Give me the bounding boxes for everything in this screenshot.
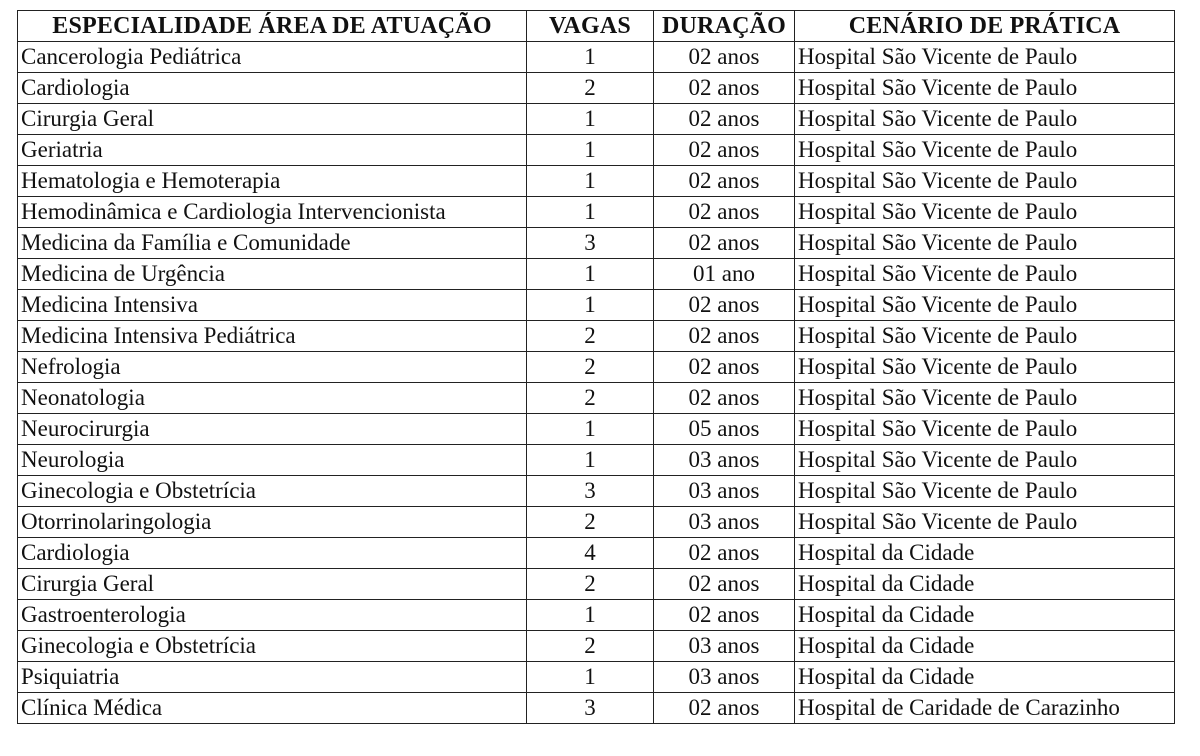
cell-especialidade: Medicina Intensiva [18,290,527,321]
table-row [18,693,1175,724]
table-row [18,662,1175,693]
cell-cenario: Hospital São Vicente de Paulo [795,228,1175,259]
cell-cenario: Hospital São Vicente de Paulo [795,197,1175,228]
cell-cenario: Hospital São Vicente de Paulo [795,414,1175,445]
cell-duracao: 02 anos [654,383,795,414]
cell-cenario: Hospital São Vicente de Paulo [795,104,1175,135]
cell-vagas: 1 [527,135,654,166]
cell-especialidade: Geriatria [18,135,527,166]
cell-cenario: Hospital da Cidade [795,631,1175,662]
cell-vagas: 1 [527,445,654,476]
cell-duracao: 02 anos [654,197,795,228]
table-row [18,290,1175,321]
header-duracao: DURAÇÃO [654,11,795,42]
cell-especialidade: Ginecologia e Obstetrícia [18,476,527,507]
cell-especialidade: Cirurgia Geral [18,104,527,135]
cell-duracao: 02 anos [654,321,795,352]
cell-duracao: 03 anos [654,445,795,476]
cell-cenario: Hospital São Vicente de Paulo [795,383,1175,414]
cell-especialidade: Hematologia e Hemoterapia [18,166,527,197]
cell-especialidade: Neurologia [18,445,527,476]
cell-especialidade: Hemodinâmica e Cardiologia Intervencionista [18,197,527,228]
cell-vagas: 2 [527,383,654,414]
cell-vagas: 2 [527,569,654,600]
cell-vagas: 1 [527,166,654,197]
cell-especialidade: Medicina da Família e Comunidade [18,228,527,259]
cell-cenario: Hospital São Vicente de Paulo [795,135,1175,166]
cell-cenario: Hospital de Caridade de Carazinho [795,693,1175,724]
cell-especialidade: Neurocirurgia [18,414,527,445]
cell-vagas: 1 [527,197,654,228]
table-row [18,383,1175,414]
cell-vagas: 3 [527,693,654,724]
table-row [18,476,1175,507]
cell-vagas: 3 [527,476,654,507]
cell-especialidade: Neonatologia [18,383,527,414]
cell-duracao: 02 anos [654,569,795,600]
table-row [18,631,1175,662]
header-vagas: VAGAS [527,11,654,42]
cell-vagas: 1 [527,414,654,445]
table-row [18,259,1175,290]
cell-especialidade: Otorrinolaringologia [18,507,527,538]
cell-especialidade: Psiquiatria [18,662,527,693]
table-row [18,600,1175,631]
table-row [18,538,1175,569]
table-row [18,445,1175,476]
cell-cenario: Hospital São Vicente de Paulo [795,73,1175,104]
table-row [18,73,1175,104]
cell-duracao: 03 anos [654,476,795,507]
cell-vagas: 2 [527,321,654,352]
cell-cenario: Hospital São Vicente de Paulo [795,42,1175,73]
cell-especialidade: Cancerologia Pediátrica [18,42,527,73]
cell-cenario: Hospital São Vicente de Paulo [795,445,1175,476]
cell-duracao: 03 anos [654,507,795,538]
cell-cenario: Hospital São Vicente de Paulo [795,476,1175,507]
cell-especialidade: Clínica Médica [18,693,527,724]
cell-vagas: 1 [527,42,654,73]
table-row [18,135,1175,166]
cell-vagas: 2 [527,352,654,383]
cell-duracao: 02 anos [654,42,795,73]
table-row [18,42,1175,73]
cell-duracao: 02 anos [654,228,795,259]
cell-vagas: 4 [527,538,654,569]
table-row [18,569,1175,600]
table-body [18,42,1175,724]
cell-duracao: 03 anos [654,662,795,693]
cell-duracao: 05 anos [654,414,795,445]
cell-vagas: 2 [527,631,654,662]
table-row [18,228,1175,259]
table-row [18,352,1175,383]
header-cenario: CENÁRIO DE PRÁTICA [795,11,1175,42]
cell-especialidade: Medicina Intensiva Pediátrica [18,321,527,352]
cell-cenario: Hospital da Cidade [795,538,1175,569]
cell-vagas: 2 [527,507,654,538]
cell-cenario: Hospital da Cidade [795,600,1175,631]
residency-vacancies-table [17,10,1175,724]
cell-duracao: 02 anos [654,538,795,569]
cell-vagas: 3 [527,228,654,259]
cell-cenario: Hospital São Vicente de Paulo [795,352,1175,383]
cell-vagas: 2 [527,73,654,104]
cell-vagas: 1 [527,600,654,631]
cell-duracao: 02 anos [654,352,795,383]
cell-cenario: Hospital da Cidade [795,662,1175,693]
cell-vagas: 1 [527,104,654,135]
cell-duracao: 02 anos [654,104,795,135]
table-row [18,321,1175,352]
cell-vagas: 1 [527,259,654,290]
cell-especialidade: Cirurgia Geral [18,569,527,600]
cell-duracao: 03 anos [654,631,795,662]
cell-cenario: Hospital São Vicente de Paulo [795,290,1175,321]
cell-duracao: 02 anos [654,290,795,321]
cell-especialidade: Gastroenterologia [18,600,527,631]
cell-vagas: 1 [527,662,654,693]
table-row [18,414,1175,445]
cell-cenario: Hospital da Cidade [795,569,1175,600]
header-especialidade: ESPECIALIDADE ÁREA DE ATUAÇÃO [18,11,527,42]
cell-especialidade: Cardiologia [18,73,527,104]
cell-duracao: 02 anos [654,135,795,166]
cell-especialidade: Cardiologia [18,538,527,569]
cell-cenario: Hospital São Vicente de Paulo [795,166,1175,197]
table-row [18,166,1175,197]
table-header [18,11,1175,42]
cell-duracao: 02 anos [654,166,795,197]
cell-especialidade: Medicina de Urgência [18,259,527,290]
cell-especialidade: Ginecologia e Obstetrícia [18,631,527,662]
table-row [18,197,1175,228]
header-row [18,11,1175,42]
cell-duracao: 02 anos [654,73,795,104]
cell-especialidade: Nefrologia [18,352,527,383]
cell-cenario: Hospital São Vicente de Paulo [795,259,1175,290]
cell-vagas: 1 [527,290,654,321]
cell-duracao: 01 ano [654,259,795,290]
cell-cenario: Hospital São Vicente de Paulo [795,507,1175,538]
cell-duracao: 02 anos [654,693,795,724]
table-row [18,507,1175,538]
cell-duracao: 02 anos [654,600,795,631]
table-row [18,104,1175,135]
cell-cenario: Hospital São Vicente de Paulo [795,321,1175,352]
